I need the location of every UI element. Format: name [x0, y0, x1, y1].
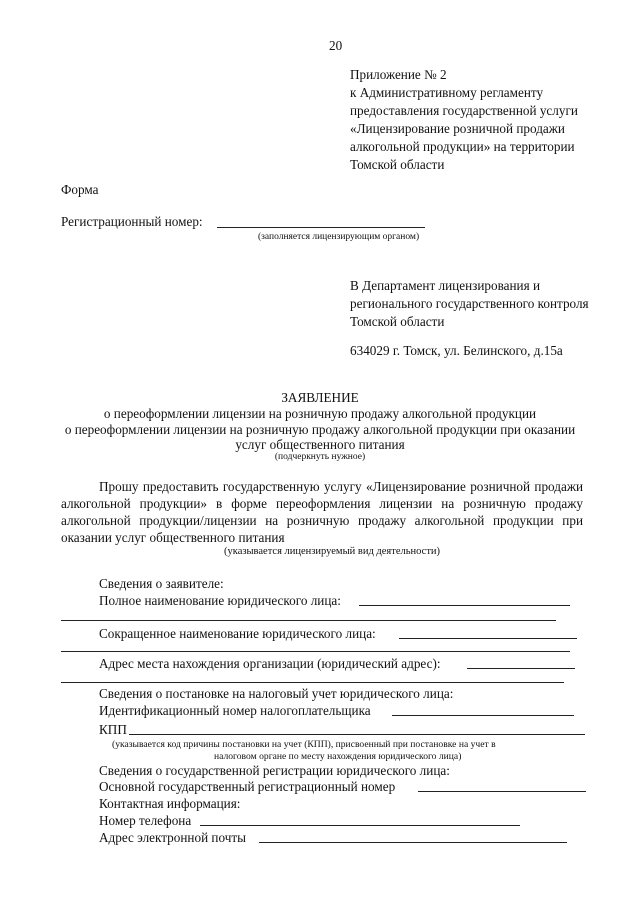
form-label: Форма — [61, 182, 99, 197]
addressee-line: Томской области — [350, 314, 445, 329]
kpp-label: КПП — [99, 722, 127, 737]
full-name-field[interactable] — [359, 605, 570, 606]
registration-label: Регистрационный номер: — [61, 214, 203, 229]
full-name-label: Полное наименование юридического лица: — [99, 593, 341, 608]
registration-number-field[interactable] — [217, 227, 425, 228]
appendix-line: «Лицензирование розничной продажи — [350, 121, 565, 136]
address-field[interactable] — [467, 668, 575, 669]
statement-option-2-cont[interactable]: услуг общественного питания — [235, 437, 405, 452]
request-line: алкогольной продукции» в форме переоформления лицензии на розничную продажу — [61, 496, 583, 511]
appendix-line: Приложение № 2 — [350, 67, 447, 82]
address-label: Адрес места нахождения организации (юридический адрес): — [99, 656, 441, 671]
appendix-line: предоставления государственной услуги — [350, 103, 578, 118]
kpp-hint-cont: налоговом органе по месту нахождения юридического лица) — [214, 751, 462, 762]
ogrn-label: Основной государственный регистрационный номер — [99, 779, 396, 794]
page-number: 20 — [329, 38, 343, 53]
statement-hint: (подчеркнуть нужное) — [274, 452, 366, 462]
short-name-label: Сокращенное наименование юридического лица: — [99, 626, 376, 641]
request-line: Прошу предоставить государственную услугу «Лицензирование розничной продажи — [99, 479, 583, 494]
full-name-field-cont[interactable] — [61, 620, 556, 621]
state-reg-header: Сведения о государственной регистрации юридического лица: — [99, 763, 450, 778]
address-field-cont[interactable] — [61, 682, 564, 683]
request-line: алкогольной продукции/лицензии на розничную продажу алкогольной продукции при — [61, 513, 583, 528]
short-name-field-cont[interactable] — [61, 651, 570, 652]
inn-field[interactable] — [392, 715, 574, 716]
request-line: оказании услуг общественного питания — [61, 530, 285, 545]
kpp-field[interactable] — [129, 734, 585, 735]
email-label: Адрес электронной почты — [99, 830, 246, 845]
statement-title: ЗАЯВЛЕНИЕ — [281, 390, 359, 405]
appendix-line: Томской области — [350, 157, 445, 172]
kpp-hint: (указывается код причины постановки на учет (КПП), присвоенный при постановке на учет в — [112, 739, 496, 750]
addressee-address: 634029 г. Томск, ул. Белинского, д.15а — [350, 343, 563, 358]
statement-option-1[interactable]: о переоформлении лицензии на розничную продажу алкогольной продукции — [103, 406, 537, 421]
applicant-header: Сведения о заявителе: — [99, 576, 224, 591]
statement-option-2[interactable]: о переоформлении лицензии на розничную продажу алкогольной продукции при оказании — [64, 422, 576, 437]
appendix-line: к Административному регламенту — [350, 85, 544, 100]
registration-hint: (заполняется лицензирующим органом) — [258, 232, 420, 242]
phone-label: Номер телефона — [99, 813, 192, 828]
addressee-line: регионального государственного контроля — [350, 296, 589, 311]
ogrn-field[interactable] — [418, 791, 586, 792]
phone-field[interactable] — [200, 825, 520, 826]
contact-header: Контактная информация: — [99, 796, 241, 811]
inn-label: Идентификационный номер налогоплательщика — [99, 703, 371, 718]
appendix-line: алкогольной продукции» на территории — [350, 139, 575, 154]
tax-header: Сведения о постановке на налоговый учет юридического лица: — [99, 686, 454, 701]
addressee-line: В Департамент лицензирования и — [350, 278, 541, 293]
short-name-field[interactable] — [399, 638, 577, 639]
request-hint: (указывается лицензируемый вид деятельности) — [224, 546, 441, 557]
email-field[interactable] — [259, 842, 567, 843]
